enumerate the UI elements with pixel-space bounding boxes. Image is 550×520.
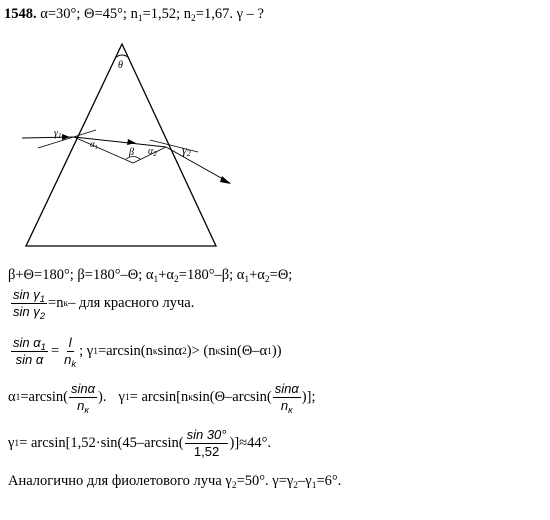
solution-line-6: Аналогично для фиолетового луча $\gamma_2=50^\circ$. $\gamma=\gamma_2-\gamma_1=6^\circ$. [8, 473, 342, 491]
emergent-ray [166, 147, 230, 183]
fraction-sin-gamma: $\frac{\sin \gamma_1}{\sin \gamma_2}$ [13, 287, 46, 323]
solution-line-4: α 1 =arcsin( $\frac{\sin\alpha}{n_к}$ ). γ 1 = arcsin[n к sin(Θ–arcsin( $\frac{\sin\alpha}{n_к}$ )]; [8, 381, 316, 417]
normal-left [38, 130, 96, 148]
fraction-l-over-n: $\frac{l}{n_k}$ [64, 335, 77, 371]
label-alpha2: $\alpha_2$ [148, 146, 157, 158]
fraction-sin30-over-152: $\frac{\sin 30^\circ}{1,52}$ [186, 427, 227, 460]
problem-statement [4, 6, 264, 23]
label-theta: θ [118, 60, 123, 71]
solution-line-5: γ 1 = arcsin[1,52·sin(45–arcsin( $\frac{\sin 30^\circ}{1,52}$ )]≈44°. [8, 427, 272, 460]
inside-arrow [127, 139, 136, 145]
fraction-sinalpha-nk-1: $\frac{\sin\alpha}{n_к}$ [71, 381, 96, 417]
solution-line-2: $\frac{\sin \gamma_1}{\sin \gamma_2}$ =n к – для красного луча. [13, 287, 195, 323]
label-gamma1: $\gamma_1$ [54, 128, 62, 140]
label-alpha1: $\alpha_1$ [90, 139, 98, 151]
prism-triangle [26, 44, 216, 246]
label-gamma2: γ2 [182, 143, 191, 158]
normal-left-inner [74, 137, 133, 163]
label-beta: β [129, 147, 134, 158]
fraction-sinalpha-nk-2: $\frac{\sin\alpha}{n_к}$ [274, 381, 299, 417]
problem-number: 1548. [4, 6, 37, 22]
emergent-arrow [220, 176, 231, 184]
fraction-sin-alpha: $\frac{\sin \alpha_1}{\text{sin α}}$ [13, 335, 46, 368]
given-values: α=30°; Θ=45°; $n_1=1,52$; $n_2=1,67$. γ – ? [40, 6, 264, 24]
prism-diagram [0, 30, 260, 255]
solution-line-1: β+Θ=180°; β=180°–Θ; $\alpha_1+\alpha_2=180^\circ-\beta$; $\alpha_1+\alpha_2=\Theta$; [8, 267, 293, 285]
solution-line-3: $\frac{\sin \alpha_1}{\text{sin α}}$ = $\frac{l}{n_k}$ ; γ 1 =arcsin(n к sinα 2 )> (n к sin(Θ–α 1 )) [13, 335, 282, 371]
